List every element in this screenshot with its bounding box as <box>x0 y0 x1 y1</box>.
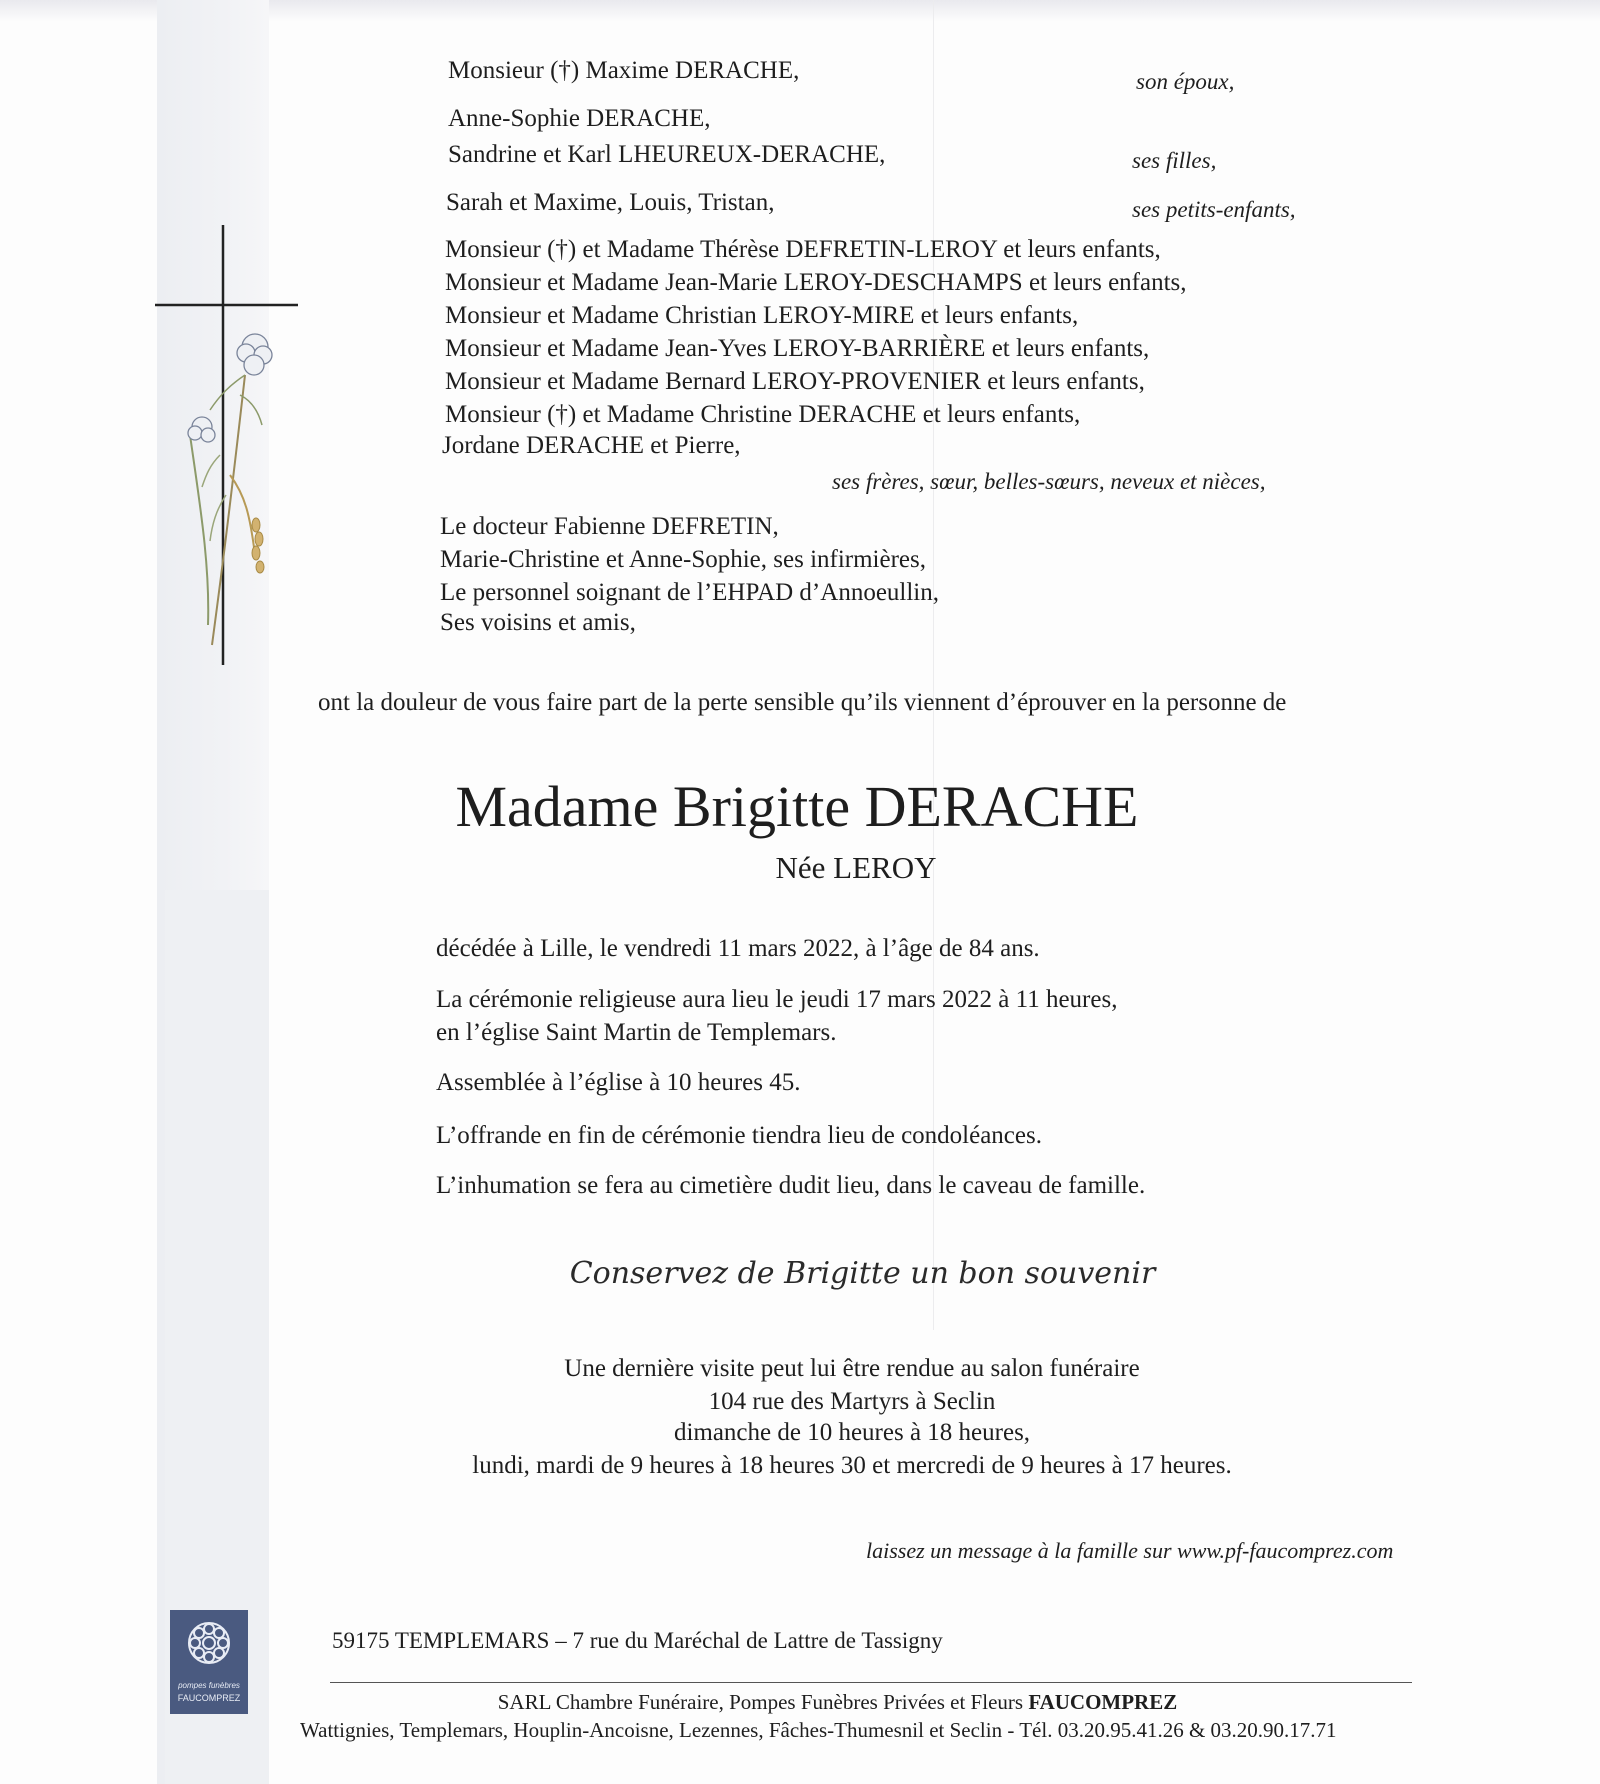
visit-line: dimanche de 10 heures à 18 heures, <box>673 1419 1031 1446</box>
death-detail: décédée à Lille, le vendredi 11 mars 2022, à l’âge de 84 ans. <box>436 935 1040 962</box>
ceremony-place: en l’église Saint Martin de Templemars. <box>436 1019 837 1046</box>
spouse-role: son époux, <box>1136 69 1235 94</box>
offering-detail: L’offrande en fin de cérémonie tiendra lieu de condoléances. <box>436 1122 1042 1149</box>
footer-divider <box>330 1682 1412 1683</box>
logo-tagline: pompes funèbres <box>178 1681 240 1690</box>
logo-brand: FAUCOMPREZ <box>177 1693 241 1703</box>
company-prefix: SARL Chambre Funéraire, Pompes Funèbres Privées et Fleurs <box>497 1690 1024 1714</box>
company-name: FAUCOMPREZ <box>1028 1690 1178 1714</box>
company-line <box>0 1690 1600 1715</box>
remembrance-script: Conservez de Brigitte un bon souvenir <box>569 1256 1156 1291</box>
cross-with-flowers-icon <box>150 225 300 665</box>
caregiver-line: Le personnel soignant de l’EHPAD d’Annoeullin, <box>440 579 939 606</box>
visit-line: lundi, mardi de 9 heures à 18 heures 30 et mercredi de 9 heures à 17 heures. <box>472 1452 1232 1479</box>
assembly-detail: Assemblée à l’église à 10 heures 45. <box>436 1069 801 1096</box>
sibling-line: Monsieur (†) et Madame Thérèse DEFRETIN-LEROY et leurs enfants, <box>445 236 1161 263</box>
caregiver-line: Le docteur Fabienne DEFRETIN, <box>440 513 779 540</box>
spouse-name: Monsieur (†) Maxime DERACHE, <box>448 57 800 84</box>
siblings-role: ses frères, sœur, belles-sœurs, neveux et nièces, <box>832 469 1266 494</box>
sibling-line: Monsieur et Madame Bernard LEROY-PROVENIER et leurs enfants, <box>445 368 1145 395</box>
sibling-line: Monsieur (†) et Madame Christine DERACHE et leurs enfants, <box>445 401 1081 428</box>
grandchildren-role: ses petits-enfants, <box>1132 197 1296 222</box>
rosette-logo-icon <box>184 1618 234 1668</box>
daughters-role: ses filles, <box>1132 148 1217 173</box>
visit-line: 104 rue des Martyrs à Seclin <box>708 1388 996 1415</box>
deceased-name: Madame Brigitte DERACHE <box>455 774 1139 839</box>
burial-detail: L’inhumation se fera au cimetière dudit lieu, dans le caveau de famille. <box>436 1172 1146 1199</box>
caregiver-line: Marie-Christine et Anne-Sophie, ses infirmières, <box>440 546 926 573</box>
sibling-line: Monsieur et Madame Jean-Yves LEROY-BARRIÈRE et leurs enfants, <box>445 335 1150 362</box>
ceremony-detail: La cérémonie religieuse aura lieu le jeudi 17 mars 2022 à 11 heures, <box>436 986 1118 1013</box>
daughter-line: Anne-Sophie DERACHE, <box>448 105 711 132</box>
caregiver-line: Ses voisins et amis, <box>440 609 636 636</box>
sibling-line: Jordane DERACHE et Pierre, <box>442 432 741 459</box>
sibling-line: Monsieur et Madame Christian LEROY-MIRE et leurs enfants, <box>445 302 1079 329</box>
announcement-text: ont la douleur de vous faire part de la perte sensible qu’ils viennent d’éprouver en la personne de <box>318 689 1287 716</box>
sibling-line: Monsieur et Madame Jean-Marie LEROY-DESCHAMPS et leurs enfants, <box>445 269 1187 296</box>
grandchildren-line: Sarah et Maxime, Louis, Tristan, <box>446 189 775 216</box>
deceased-maiden-name: Née LEROY <box>775 850 937 885</box>
address-line: 59175 TEMPLEMARS – 7 rue du Maréchal de Lattre de Tassigny <box>332 1628 943 1653</box>
website-note[interactable]: laissez un message à la famille sur www.pf-faucomprez.com <box>866 1538 1394 1563</box>
locations-phones-line: Wattignies, Templemars, Houplin-Ancoisne, Lezennes, Fâches-Thumesnil et Seclin - Tél. 03.20.95.41.26 & 03.20.90.17.71 <box>300 1718 1337 1742</box>
daughter-line: Sandrine et Karl LHEUREUX-DERACHE, <box>448 141 886 168</box>
visit-line: Une dernière visite peut lui être rendue au salon funéraire <box>564 1355 1140 1382</box>
